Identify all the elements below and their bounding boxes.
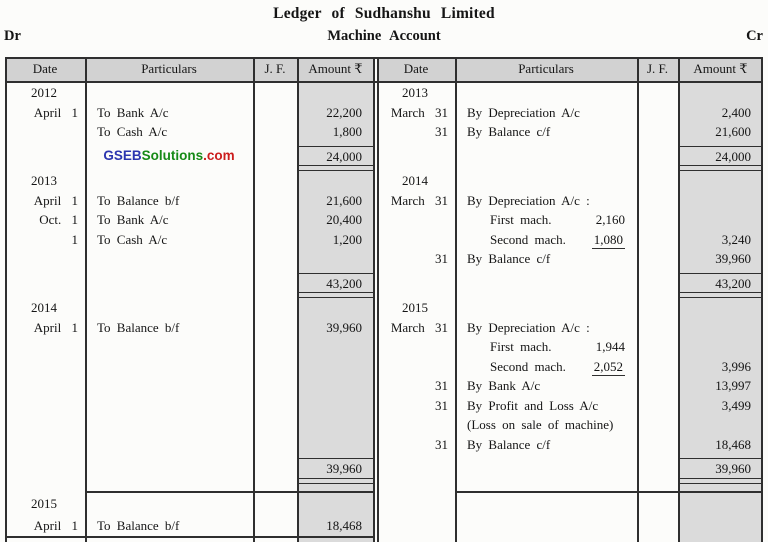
watermark-solutions: Solutions: [141, 147, 204, 163]
particulars-cell: [455, 357, 637, 377]
date-cell: April 1: [33, 319, 78, 335]
total-amount-cell: 43,200: [678, 273, 763, 293]
amount-cell: 3,240: [721, 231, 751, 247]
sub-entry-label: Second mach.: [490, 231, 566, 247]
total-row: [377, 146, 763, 166]
note-row: [377, 415, 763, 435]
jf-cell: [253, 515, 297, 537]
sub-entry-label: First mach.: [490, 212, 552, 227]
column-header-row: [5, 57, 375, 81]
date-cell: 2013: [31, 173, 57, 188]
date-cell: 31: [435, 436, 448, 452]
section-divider: [5, 536, 375, 538]
date-cell: 2014: [31, 300, 57, 315]
ledger-row: [5, 230, 375, 250]
watermark-com: .com: [203, 147, 235, 163]
total-row: [5, 273, 375, 293]
particulars-cell: [455, 210, 637, 230]
date-cell: April 1: [33, 104, 78, 120]
date-cell: 1: [71, 231, 78, 247]
particulars-cell: By Depreciation A/c :: [467, 319, 590, 335]
date-cell: March 31: [390, 319, 448, 335]
year-row: [377, 298, 763, 318]
account-heading-row: [0, 28, 768, 47]
total-amount-cell: 39,960: [678, 458, 763, 478]
year-row: [5, 298, 375, 318]
date-cell: 2015: [402, 300, 428, 315]
particulars-cell: By Balance c/f: [467, 251, 551, 266]
year-row: [377, 83, 763, 103]
column-header-row: [377, 57, 763, 81]
year-row: [377, 171, 763, 191]
ledger-row: [377, 396, 763, 416]
jf-cell: [253, 103, 297, 123]
jf-cell: [253, 191, 297, 211]
total-row: [377, 458, 763, 478]
ledger-row: [5, 122, 375, 142]
jf-cell: [253, 230, 297, 250]
particulars-cell: To Cash A/c: [97, 124, 168, 139]
ledger-row: [5, 515, 375, 537]
jf-cell: [637, 396, 678, 416]
column-header-jf: J. F.: [264, 61, 286, 76]
particulars-cell: [455, 230, 637, 250]
jf-cell: [637, 103, 678, 123]
section-divider: [5, 491, 375, 493]
particulars-cell: To Balance b/f: [97, 517, 180, 533]
jf-cell: [637, 191, 678, 211]
sub-entry-row: [377, 230, 763, 250]
total-amount-cell: 43,200: [297, 273, 374, 293]
date-cell: March 31: [390, 192, 448, 208]
column-header-jf: J. F.: [647, 61, 668, 76]
header-bottom-border: [5, 81, 763, 83]
total-row: [5, 146, 375, 166]
amount-cell: [678, 191, 763, 211]
amount-cell: 3,996: [721, 358, 751, 374]
amount-cell: 18,468: [326, 517, 362, 533]
spacer: [377, 484, 763, 492]
jf-cell: [637, 318, 678, 338]
table-top-border: [5, 57, 763, 59]
particulars-cell: To Cash A/c: [97, 231, 168, 247]
total-double-rule: [377, 478, 763, 484]
empty-region: [5, 337, 375, 454]
date-cell: 2013: [402, 85, 428, 100]
date-cell: April 1: [33, 192, 78, 208]
amount-cell: 13,997: [715, 378, 751, 393]
amount-cell: 18,468: [715, 436, 751, 452]
column-header-date: Date: [403, 61, 429, 76]
total-row: [377, 273, 763, 293]
date-cell: 31: [435, 397, 448, 413]
date-cell: April 1: [33, 517, 78, 533]
sub-entry-row: [377, 210, 763, 230]
amount-cell: 21,600: [326, 192, 362, 208]
date-cell: 2014: [402, 173, 428, 188]
credit-body: [377, 83, 763, 493]
amount-cell: 21,600: [715, 124, 751, 139]
ledger-row: [377, 249, 763, 269]
total-amount-cell: 24,000: [678, 146, 763, 166]
ledger-row: [377, 376, 763, 396]
sub-entry-label: Second mach.: [490, 358, 566, 374]
date-cell: 2015: [31, 496, 57, 511]
date-cell: 31: [435, 378, 448, 393]
jf-cell: [253, 318, 297, 338]
jf-cell: [637, 122, 678, 142]
ledger-row: [377, 318, 763, 338]
particulars-cell: [455, 337, 637, 357]
date-cell: March 31: [390, 104, 448, 120]
sub-entry-label: First mach.: [490, 339, 552, 354]
debit-body: [5, 83, 375, 538]
particulars-cell: To Bank A/c: [97, 104, 169, 120]
date-cell: [5, 122, 85, 142]
particulars-cell: By Depreciation A/c :: [467, 192, 590, 208]
amount-cell: 1,800: [332, 124, 362, 139]
amount-cell: 22,200: [326, 104, 362, 120]
amount-cell: 2,400: [721, 104, 751, 120]
empty-row: [5, 249, 375, 269]
account-title: Machine Account: [327, 28, 441, 44]
section-divider: [377, 491, 763, 493]
year-row: [5, 83, 375, 103]
jf-cell: [637, 435, 678, 455]
amount-cell: 20,400: [326, 212, 362, 227]
year-row: [5, 493, 375, 515]
ledger-row: [5, 103, 375, 123]
particulars-note: (Loss on sale of machine): [467, 417, 614, 432]
jf-cell: [637, 249, 678, 269]
dr-label: Dr: [4, 28, 21, 44]
particulars-cell: By Profit and Loss A/c: [467, 397, 599, 413]
date-cell: Oct. 1: [39, 212, 78, 227]
ledger-row: [377, 435, 763, 455]
watermark-gseb: GSEB: [103, 147, 142, 163]
particulars-cell: To Bank A/c: [97, 212, 169, 227]
year-row: [5, 171, 375, 191]
amount-cell: [678, 318, 763, 338]
date-cell: 2012: [31, 85, 57, 100]
sub-entry-amount: 2,160: [595, 212, 625, 227]
ledger-row: [5, 191, 375, 211]
particulars-cell: By Depreciation A/c: [467, 104, 580, 120]
particulars-cell: To Balance b/f: [97, 319, 180, 335]
total-amount-cell: 24,000: [297, 146, 374, 166]
column-header-amount: Amount ₹: [693, 61, 748, 76]
sub-entry-amount: 1,944: [595, 339, 625, 354]
sub-entry-amount-underlined: 2,052: [592, 357, 625, 377]
column-header-date: Date: [32, 61, 58, 76]
jf-cell: [253, 122, 297, 142]
ledger-row: [377, 122, 763, 142]
date-cell: 31: [435, 124, 448, 139]
ledger-title: Ledger of Sudhanshu Limited: [273, 5, 495, 22]
credit-side: [377, 57, 763, 542]
column-header-amount: Amount ₹: [308, 61, 363, 76]
particulars-cell: By Balance c/f: [467, 124, 551, 139]
sub-entry-amount-underlined: 1,080: [592, 230, 625, 250]
total-double-rule: [5, 478, 375, 484]
column-header-particulars: Particulars: [141, 61, 197, 76]
column-header-particulars: Particulars: [518, 61, 574, 76]
amount-cell: 39,960: [715, 251, 751, 266]
watermark: [85, 146, 253, 166]
ledger-row: [5, 318, 375, 338]
jf-cell: [253, 210, 297, 230]
debit-side: [5, 57, 375, 542]
particulars-cell: By Bank A/c: [467, 378, 541, 393]
amount-cell: 39,960: [326, 319, 362, 335]
particulars-cell: To Balance b/f: [97, 192, 180, 208]
ledger-row: [5, 210, 375, 230]
sub-entry-row: [377, 357, 763, 377]
ledger-row: [377, 191, 763, 211]
cr-label: Cr: [746, 28, 763, 44]
spacer: [5, 484, 375, 492]
date-cell: 31: [435, 251, 448, 266]
jf-cell: [637, 376, 678, 396]
total-row: [5, 458, 375, 478]
amount-cell: 3,499: [721, 397, 751, 413]
particulars-cell: By Balance c/f: [467, 436, 551, 452]
amount-cell: 1,200: [332, 231, 362, 247]
sub-entry-row: [377, 337, 763, 357]
ledger-row: [377, 103, 763, 123]
total-amount-cell: 39,960: [297, 458, 374, 478]
